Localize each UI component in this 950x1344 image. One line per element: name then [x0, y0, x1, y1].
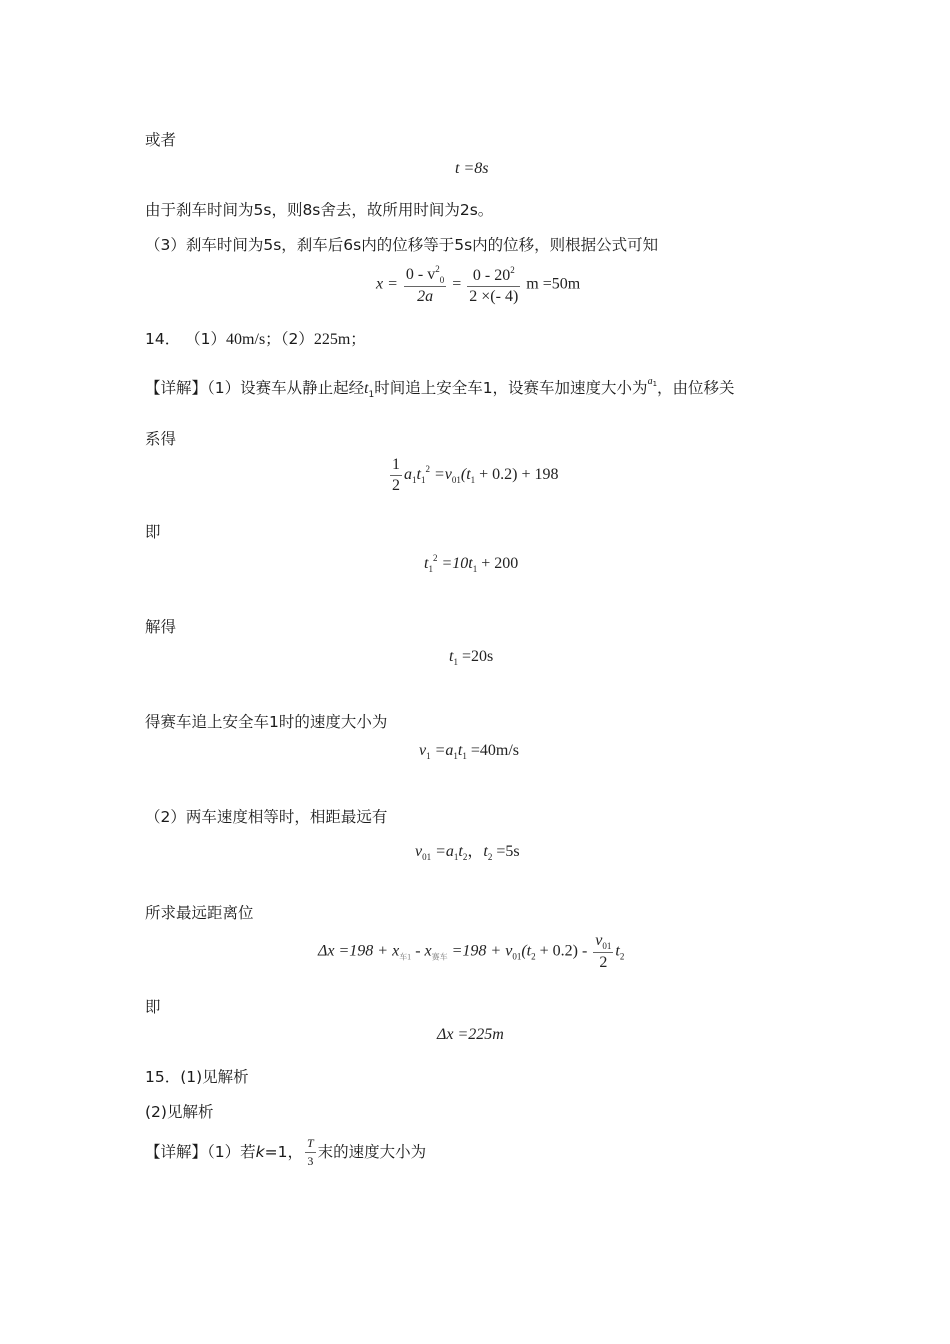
equation-dx-225m — [437, 1026, 504, 1044]
fraction-1-denominator: 2a — [417, 288, 434, 305]
e08-fnum: v — [595, 932, 603, 949]
q14-part2: （2） — [280, 330, 314, 348]
e03-rest-sub: 1 — [470, 475, 476, 486]
fraction-v01-2 — [593, 932, 613, 972]
e08-fnum-sub: 01 — [602, 941, 612, 951]
detail-t1: （1）设赛车从静止起经 — [207, 379, 365, 397]
f2-sup: 2 — [510, 264, 515, 275]
e08-minus: - x — [411, 942, 432, 960]
text-thus-2: 即 — [145, 998, 161, 1016]
e08-t: t — [615, 942, 620, 960]
fraction-half — [390, 456, 402, 495]
fraction-2-numerator — [467, 265, 520, 287]
text-part3: （3）刹车时间为5s，刹车后6s内的位移等于5s内的位移，则根据公式可知 — [145, 236, 659, 254]
e08-paren-sub: 2 — [531, 951, 536, 962]
question-14-answers — [145, 327, 366, 349]
equation-t1-20s — [449, 648, 493, 667]
detail-acc-sub: 1 — [652, 380, 658, 388]
question-15: 15．(1)见解析 — [145, 1068, 249, 1086]
e08-mid: =198 + v — [447, 942, 513, 960]
q14-answer1: 40m/s — [226, 331, 266, 348]
e04-t-sup: 2 — [432, 553, 438, 563]
e03-t: t — [416, 466, 421, 484]
e07-comma: ， — [467, 843, 484, 860]
eq-text: t =8s — [455, 160, 489, 177]
text-detail-1 — [145, 376, 735, 400]
detail-var: t — [364, 380, 369, 397]
text-brake-time: 由于刹车时间为5s，则8s舍去，故所用时间为2s。 — [145, 201, 494, 219]
q14-number: 14． — [145, 330, 181, 348]
equation-max-distance — [318, 932, 624, 972]
fraction-t3-den: 3 — [307, 1154, 314, 1168]
fraction-v01-num — [593, 932, 613, 953]
text-relation: 系得 — [145, 430, 177, 448]
e04-mid: =10t — [437, 555, 473, 572]
e05-tail: =20s — [457, 648, 494, 665]
equation-displacement — [376, 264, 580, 306]
text-catch-speed: 得赛车追上安全车1时的速度大小为 — [145, 713, 388, 731]
e07-tail: =5s — [492, 843, 520, 860]
e07-mid: =a — [431, 843, 454, 860]
e08-v-sub: 01 — [512, 951, 522, 962]
q14-answer2: 225m — [313, 331, 351, 348]
e06-t-sub: 1 — [462, 751, 467, 761]
f1-num: 0 - v — [405, 266, 436, 283]
fraction-t3 — [305, 1136, 316, 1169]
e03-mid: =v — [429, 466, 452, 484]
eq-rhs: m =50m — [526, 275, 581, 293]
f2-num: 0 - 20 — [472, 266, 511, 284]
e08-t-sub: 2 — [619, 951, 625, 962]
e04-t-sub: 1 — [428, 564, 433, 574]
equation-v1 — [419, 742, 519, 761]
e05-t: t — [449, 648, 454, 665]
e08-paren-tail: + 0.2) - — [535, 942, 592, 960]
text-detail-15 — [145, 1136, 426, 1169]
half-num: 1 — [390, 456, 402, 476]
equation-quadratic — [424, 553, 518, 574]
text-solve: 解得 — [145, 618, 177, 636]
equation-t-8s — [455, 160, 488, 178]
detail15-tag: 【详解】 — [145, 1143, 208, 1161]
e06-tail: =40m/s — [466, 742, 519, 759]
e03-t-sup: 2 — [425, 464, 430, 475]
e08-lhs: Δx =198 + x — [318, 942, 400, 960]
e07-t-sub: 2 — [462, 852, 468, 862]
e06-t: t — [457, 742, 463, 759]
detail-var-sub: 1 — [368, 390, 375, 400]
e04-tail: + 200 — [477, 555, 519, 572]
e09-text: Δx =225m — [437, 1026, 504, 1043]
text-max-distance: 所求最远距离位 — [145, 904, 254, 922]
f1-sup: 2 — [435, 264, 440, 274]
e03-t-sub: 1 — [420, 475, 426, 486]
fraction-1 — [404, 264, 446, 306]
e03-tail: + 0.2) + 198 — [475, 466, 559, 484]
half-den: 2 — [392, 477, 400, 494]
fraction-v01-den: 2 — [599, 954, 608, 971]
eq-lhs: x = — [376, 275, 398, 293]
e08-x1-sub: 车1 — [399, 952, 412, 962]
e07-t: t — [458, 843, 463, 860]
detail-t3: ，由位移关 — [657, 379, 735, 397]
e08-paren: (t — [521, 942, 532, 960]
text-or: 或者 — [145, 131, 177, 149]
e06-v: v — [419, 742, 427, 759]
f1-sub: 0 — [439, 275, 445, 285]
e04-mid-sub: 1 — [472, 564, 478, 574]
e04-t: t — [424, 555, 429, 572]
e03-a-sub: 1 — [412, 475, 417, 486]
e06-mid: =a — [430, 742, 454, 759]
e06-a-sub: 1 — [453, 751, 458, 761]
detail-tag: 【详解】 — [145, 379, 208, 397]
e07-t2: t — [483, 843, 488, 860]
fraction-2 — [467, 265, 520, 306]
detail15-t1: （1）若 — [207, 1143, 256, 1161]
e03-v-sub: 01 — [451, 475, 461, 486]
fraction-2-denominator: 2 ×(- 4) — [469, 287, 519, 305]
detail15-t2: =1， — [264, 1143, 303, 1161]
detail-acc: a — [647, 376, 653, 387]
fraction-t3-num: T — [305, 1136, 316, 1153]
q14-part1: （1） — [185, 330, 227, 348]
e07-v: v — [415, 843, 423, 860]
detail15-k: k — [255, 1143, 265, 1161]
eq-equals: = — [452, 275, 462, 293]
equation-chase — [388, 456, 559, 495]
text-thus-1: 即 — [145, 523, 161, 541]
q14-sep1: ； — [265, 330, 281, 348]
detail-t2: 时间追上安全车1，设赛车加速度大小为 — [374, 379, 648, 397]
question-15-part2: (2)见解析 — [145, 1103, 214, 1121]
e07-a-sub: 1 — [453, 852, 459, 862]
e03-a: a — [404, 466, 412, 484]
detail15-t3: 末的速度大小为 — [317, 1143, 427, 1161]
q14-sep2: ； — [350, 330, 366, 348]
fraction-1-numerator — [404, 264, 446, 287]
e07-v-sub: 01 — [422, 852, 432, 862]
e07-t2-sub: 2 — [487, 852, 493, 862]
equation-equal-speed — [415, 838, 520, 862]
e03-rest: (t — [460, 466, 471, 484]
text-part2: （2）两车速度相等时，相距最远有 — [145, 808, 388, 826]
e08-x2-sub: 赛车 — [431, 952, 448, 962]
e06-v-sub: 1 — [426, 751, 431, 761]
e05-t-sub: 1 — [453, 657, 458, 667]
